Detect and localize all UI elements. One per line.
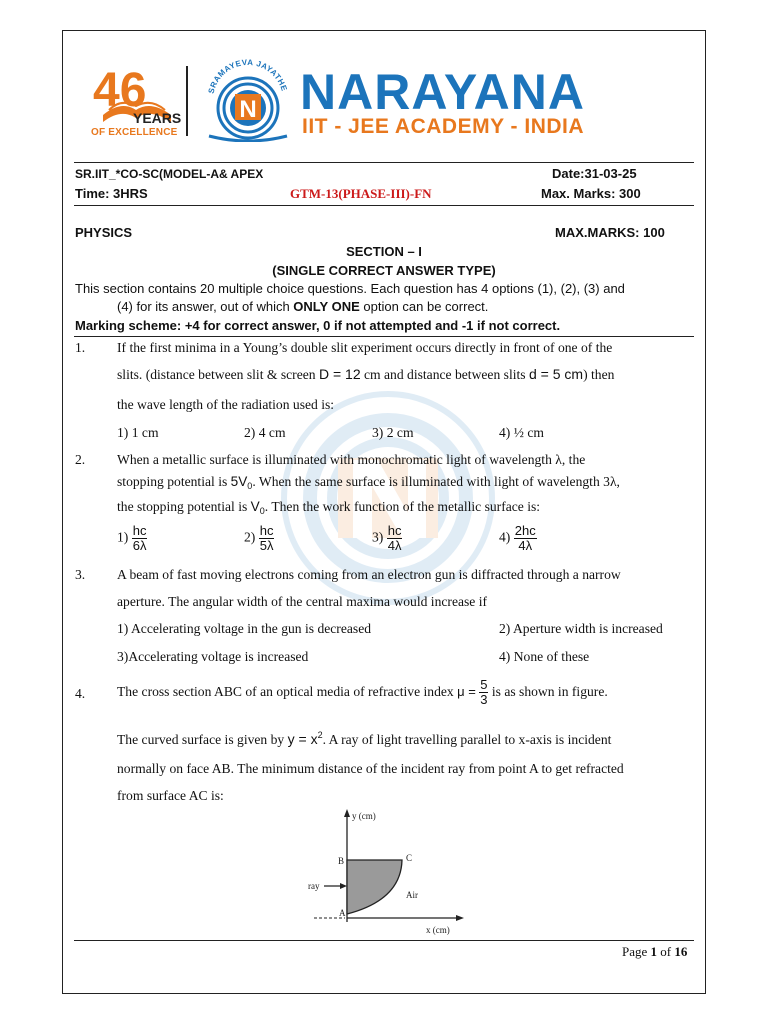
figure-x-label: x (cm) [426, 925, 450, 935]
question-3-line2: aperture. The angular width of the central maxima would increase if [117, 594, 488, 609]
section-instructions-line1: This section contains 20 multiple choice questions. Each question has 4 options (1), (2), (3) and [75, 281, 625, 296]
question-3-line1: A beam of fast moving electrons coming from an electron gun is diffracted through a narrow [117, 567, 621, 582]
question-1-line1: If the first minima in a Young’s double slit experiment occurs directly in front of one of the [117, 340, 613, 355]
batch-label: SR.IIT_*CO-SC(MODEL-A& APEX [75, 167, 264, 181]
anniversary-years-text: YEARS [133, 110, 182, 126]
question-3-option-1: 1) Accelerating voltage in the gun is decreased [117, 621, 372, 636]
emblem-letter: N [239, 96, 257, 123]
header-bottom-rule [74, 205, 694, 206]
question-2-line2: stopping potential is $5V_0$. When the same surface is illuminated with light of wavelength 3λ, [117, 474, 620, 491]
question-4-line4: from surface AC is: [117, 788, 224, 803]
page-number: Page 1 of 16 [622, 944, 688, 959]
figure-point-a: A [339, 908, 346, 918]
question-2-option-1: 1) $\frac{hc}{6\lambda}$ [117, 523, 147, 553]
question-2-option-3: 3) $\frac{hc}{4\lambda}$ [372, 523, 402, 553]
figure-ray-label: ray [308, 881, 320, 891]
subject-max-marks: MAX.MARKS: 100 [555, 225, 665, 240]
question-4-line3: normally on face AB. The minimum distance of the incident ray from point A to get refracted [117, 761, 624, 776]
exam-max-marks: Max. Marks: 300 [541, 186, 641, 201]
narayana-emblem-icon [203, 56, 293, 142]
question-3-option-3: 3)Accelerating voltage is increased [117, 649, 309, 664]
question-1-option-4: 4) ½ cm [499, 425, 544, 440]
exam-code: GTM-13(PHASE-III)-FN [290, 186, 432, 201]
svg-text:SRAMAYEVA JAYATHE [207, 58, 289, 95]
figure-medium-label: Air [406, 890, 418, 900]
subject-name: PHYSICS [75, 225, 133, 240]
question-4-number: 4. [75, 686, 86, 701]
question-1-line3: the wave length of the radiation used is: [117, 397, 335, 412]
question-3-number: 3. [75, 567, 86, 582]
section-type: (SINGLE CORRECT ANSWER TYPE) [272, 263, 496, 278]
footer-rule [74, 940, 694, 941]
figure-medium-region [347, 860, 402, 914]
anniversary-number: 46 [93, 64, 147, 117]
question-2-option-4: 4) $\frac{2hc}{4\lambda}$ [499, 523, 536, 553]
logo-divider [186, 66, 188, 136]
figure-y-axis-arrow [344, 809, 350, 817]
question-1-option-3: 3) 2 cm [372, 425, 414, 440]
section-instructions-line2: (4) for its answer, out of which ONLY ONE option can be correct. [117, 299, 489, 314]
question-2-option-2: 2) $\frac{hc}{5\lambda}$ [244, 523, 274, 553]
anniversary-tagline: OF EXCELLENCE [91, 127, 178, 138]
exam-date: Date:31-03-25 [552, 166, 637, 181]
figure-x-axis-arrow [456, 915, 464, 921]
section-rule [74, 336, 694, 337]
brand-subtitle: IIT - JEE ACADEMY - INDIA [302, 115, 585, 138]
question-4-line1: The cross section ABC of an optical media of refractive index μ = $\frac{5}{3}$ is as shown in figure. [117, 677, 608, 708]
question-2-number: 2. [75, 452, 86, 467]
question-4-line2: The curved surface is given by $y = x^2$. A ray of light travelling parallel to x-axis is incident [117, 730, 612, 747]
emblem-arc-text: SRAMAYEVA JAYATHE [206, 57, 289, 95]
header-top-rule [74, 162, 694, 163]
figure-y-label: y (cm) [352, 811, 376, 821]
figure-point-b: B [338, 856, 345, 866]
section-title: SECTION – I [346, 244, 422, 259]
question-4-figure [300, 806, 470, 938]
question-3-option-4: 4) None of these [499, 649, 590, 664]
question-1-option-1: 1) 1 cm [117, 425, 159, 440]
question-1-option-2: 2) 4 cm [244, 425, 286, 440]
exam-time: Time: 3HRS [75, 186, 148, 201]
question-3-option-2: 2) Aperture width is increased [499, 621, 663, 636]
figure-point-c: C [406, 853, 413, 863]
figure-ray-arrow [340, 883, 347, 889]
question-1-line2: slits. (distance between slit & screen D = 12 cm and distance between slits d = 5 cm) then [117, 366, 615, 382]
question-2-line3: the stopping potential is $V_0$. Then the work function of the metallic surface is: [117, 499, 541, 516]
question-1-number: 1. [75, 340, 86, 355]
brand-name: NARAYANA [300, 64, 585, 120]
marking-scheme: Marking scheme: +4 for correct answer, 0 if not attempted and -1 if not correct. [75, 318, 561, 333]
question-2-line1: When a metallic surface is illuminated with monochromatic light of wavelength λ, the [117, 452, 586, 467]
